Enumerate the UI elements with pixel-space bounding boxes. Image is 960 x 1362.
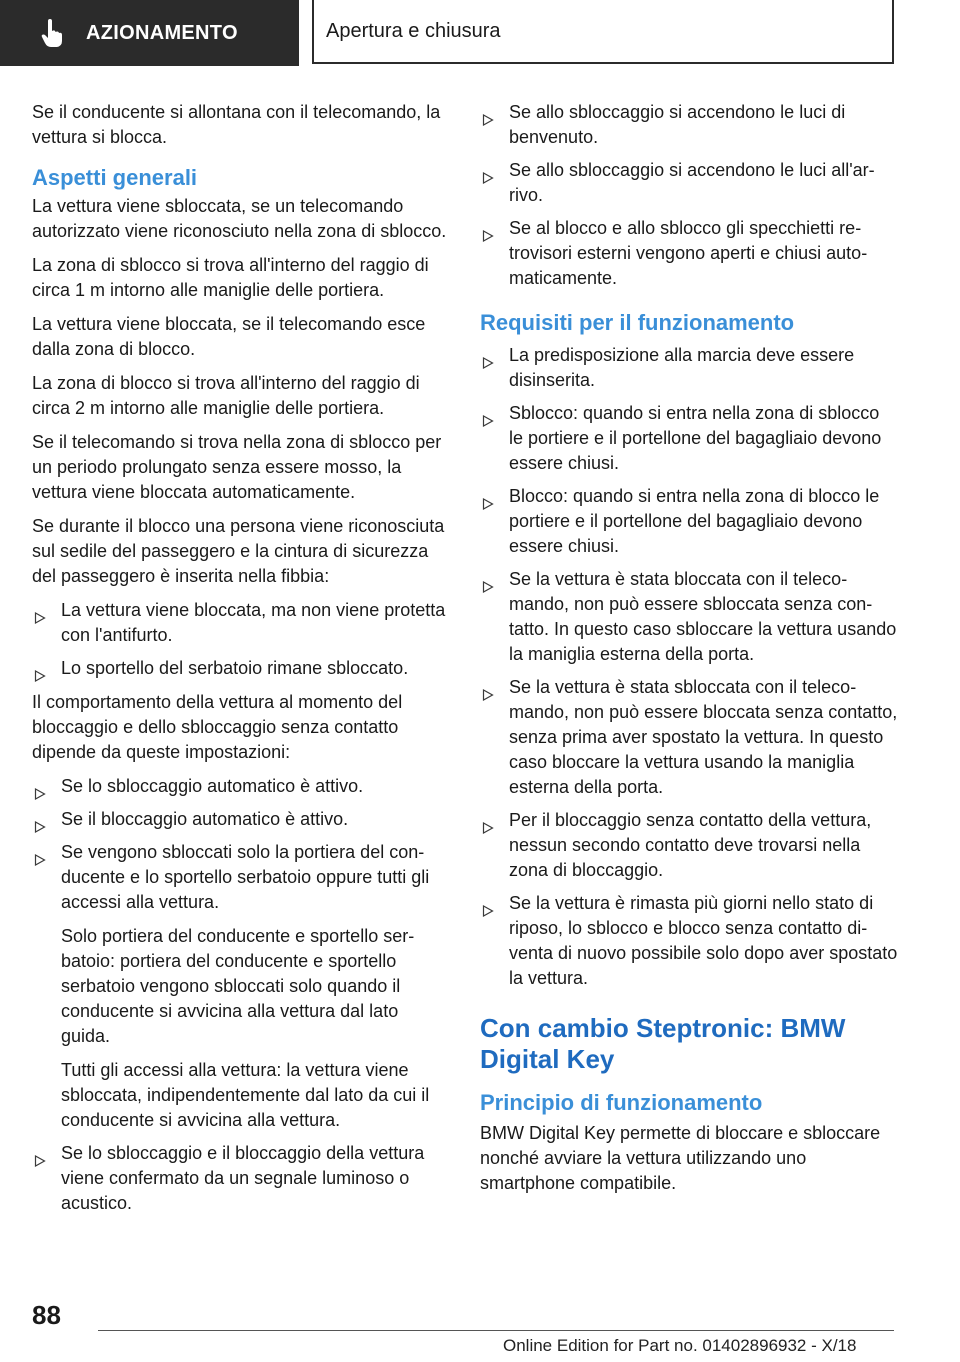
paragraph: Il comportamento della vettura al momento del bloccaggio e dello sbloccaggio senza contatto dipende da queste impostazioni: bbox=[32, 692, 403, 762]
left-column bbox=[32, 100, 452, 1225]
bullet-list bbox=[480, 343, 898, 991]
list-item: La vettura viene bloccata, ma non viene protetta con l'antifurto. bbox=[32, 598, 452, 648]
list-item: Se la vettura è rimasta più giorni nello stato di riposo, lo sblocco e blocco senza contatto diventa di nuovo possibile solo dopo aver spostato la vettura. bbox=[480, 891, 898, 991]
triangle-right-outline-icon bbox=[482, 224, 494, 236]
list-sub-paragraph: Tutti gli accessi alla vettura: la vettura viene sbloccata, indipendentemente dal lato da cui il conducente si avvicina alla vettura. bbox=[61, 1060, 430, 1130]
edition-note: Online Edition for Part no. 01402896932 - X/18 bbox=[503, 1336, 857, 1355]
triangle-right-outline-icon bbox=[34, 664, 46, 676]
page-number: 88 bbox=[32, 1300, 61, 1330]
triangle-right-outline-icon bbox=[34, 782, 46, 794]
intro-paragraph: Se il conducente si allontana con il telecomando, la vettura si blocca. bbox=[32, 102, 441, 147]
triangle-right-outline-icon bbox=[482, 899, 494, 911]
footer-divider bbox=[98, 1330, 894, 1331]
bullet-list bbox=[32, 774, 452, 1216]
paragraph: La zona di sblocco si trova all'interno del raggio di circa 1 m intorno alle maniglie delle portiera. bbox=[32, 255, 429, 300]
list-item: Lo sportello del serbatoio rimane sbloccato. bbox=[32, 656, 452, 681]
triangle-right-outline-icon bbox=[482, 108, 494, 120]
triangle-right-outline-icon bbox=[482, 575, 494, 587]
paragraph: Se il telecomando si trova nella zona di sblocco per un periodo prolungato senza essere mosso, la vettura viene bloccata automaticamente. bbox=[32, 432, 442, 502]
list-item: Se la vettura è stata sbloccata con il telecomando, non può essere bloccata senza contatto, senza prima aver spostato la vettura. In questo caso bloccare la vettura usando la maniglia esterna della porta. bbox=[480, 675, 898, 800]
chapter-box bbox=[312, 0, 894, 64]
list-item: Se allo sbloccaggio si accendono le luci di benvenuto. bbox=[480, 100, 898, 150]
list-item: La predisposizione alla marcia deve essere disinserita. bbox=[480, 343, 898, 393]
triangle-right-outline-icon bbox=[482, 409, 494, 421]
bullet-list bbox=[32, 598, 452, 681]
heading-general: Aspetti generali bbox=[32, 165, 198, 190]
section-title: AZIONAMENTO bbox=[86, 21, 238, 44]
list-item: Se lo sbloccaggio automatico è attivo. bbox=[32, 774, 452, 799]
triangle-right-outline-icon bbox=[34, 815, 46, 827]
paragraph: Se durante il blocco una persona viene riconosciuta sul sedile del passeggero e la cintura di sicurezza del passeggero è inserita nella fibbia: bbox=[32, 516, 445, 586]
section-tab bbox=[0, 0, 299, 66]
triangle-right-outline-icon bbox=[34, 848, 46, 860]
paragraph: La zona di blocco si trova all'interno del raggio di circa 2 m intorno alle maniglie delle portiera. bbox=[32, 373, 420, 418]
list-item: Se al blocco e allo sblocco gli specchietti retrovisori esterni vengono aperti e chiusi automaticamente. bbox=[480, 216, 898, 291]
list-item: Per il bloccaggio senza contatto della vettura, nessun secondo contatto deve trovarsi nella zona di bloccaggio. bbox=[480, 808, 898, 883]
right-column bbox=[480, 100, 898, 1205]
list-item: Se vengono sbloccati solo la portiera del conducente e lo sportello serbatoio oppure tutti gli accessi alla vettura. Solo portiera del conducente e sportello serbatoio: portiera del conducente e sportello serbatoio vengono sbloccati solo quando il conducente si avvicina alla vettura dal lato guida. Tutti gli accessi alla vettura: la vettura viene sbloccata, indipendentemente dal lato da cui il conducente si avvicina alla vettura. bbox=[32, 840, 452, 1133]
paragraph: La vettura viene sbloccata, se un telecomando autorizzato viene riconosciuto nella zona di sblocco. bbox=[32, 196, 447, 241]
list-item: Se il bloccaggio automatico è attivo. bbox=[32, 807, 452, 832]
hand-touch-icon bbox=[40, 18, 66, 48]
triangle-right-outline-icon bbox=[482, 816, 494, 828]
heading-digital-key: Con cambio Steptronic: BMW Digital Key bbox=[480, 1013, 846, 1074]
heading-principle: Principio di funzionamento bbox=[480, 1090, 763, 1115]
page-header bbox=[0, 0, 960, 66]
list-item: Se lo sbloccaggio e il bloccaggio della vettura viene confermato da un segnale luminoso o acustico. bbox=[32, 1141, 452, 1216]
list-item: Se allo sbloccaggio si accendono le luci all'arrivo. bbox=[480, 158, 898, 208]
list-sub-paragraph: Solo portiera del conducente e sportello serbatoio: portiera del conducente e sportello serbatoio vengono sbloccati solo quando il conducente si avvicina alla vettura dal lato guida. bbox=[61, 926, 415, 1046]
paragraph: La vettura viene bloccata, se il telecomando esce dalla zona di blocco. bbox=[32, 314, 426, 359]
triangle-right-outline-icon bbox=[482, 351, 494, 363]
list-item: Se la vettura è stata bloccata con il telecomando, non può essere sbloccata senza contatto. In questo caso sbloccare la vettura usando la maniglia esterna della porta. bbox=[480, 567, 898, 667]
triangle-right-outline-icon bbox=[34, 606, 46, 618]
triangle-right-outline-icon bbox=[482, 683, 494, 695]
list-item: Sblocco: quando si entra nella zona di sblocco le portiere e il portellone del bagagliaio devono essere chiusi. bbox=[480, 401, 898, 476]
heading-requirements: Requisiti per il funzionamento bbox=[480, 310, 795, 335]
paragraph: BMW Digital Key permette di bloccare e sbloccare nonché avviare la vettura utilizzando uno smartphone compatibile. bbox=[480, 1123, 881, 1193]
chapter-title: Apertura e chiusura bbox=[326, 19, 501, 42]
triangle-right-outline-icon bbox=[482, 492, 494, 504]
triangle-right-outline-icon bbox=[482, 166, 494, 178]
bullet-list bbox=[480, 100, 898, 291]
list-item: Blocco: quando si entra nella zona di blocco le portiere e il portellone del bagagliaio devono essere chiusi. bbox=[480, 484, 898, 559]
triangle-right-outline-icon bbox=[34, 1149, 46, 1161]
